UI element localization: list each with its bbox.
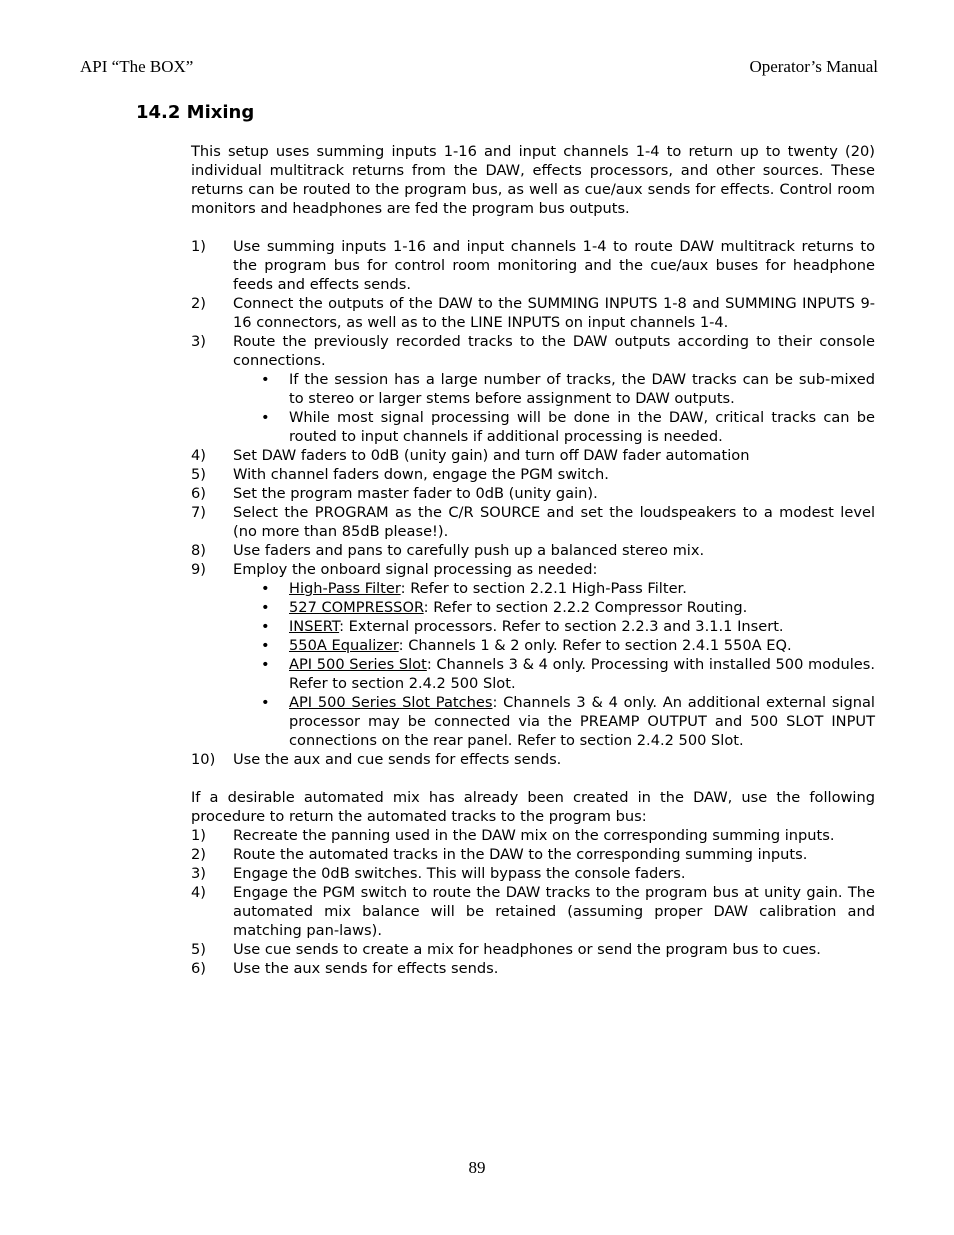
bullet-text: : Refer to section 2.2.1 High-Pass Filter.	[400, 580, 687, 597]
step-text: Recreate the panning used in the DAW mix on the corresponding summing inputs.	[233, 827, 835, 844]
bullet-icon: •	[261, 580, 270, 597]
step-number: 8)	[191, 542, 206, 559]
bullet-item	[191, 636, 875, 655]
section-reference-link: API 500 Series Slot Patches	[289, 694, 493, 711]
step-number: 2)	[191, 846, 206, 863]
bullet-text: : Channels 1 & 2 only. Refer to section 2.4.1 550A EQ.	[398, 637, 792, 654]
step-text: With channel faders down, engage the PGM switch.	[233, 466, 609, 483]
bullet-icon: •	[261, 599, 270, 616]
step-number: 6)	[191, 485, 206, 502]
list-item	[191, 864, 875, 883]
step-text: Use the aux and cue sends for effects sends.	[233, 751, 562, 768]
bullet-item	[191, 617, 875, 636]
step-text: Route the previously recorded tracks to the DAW outputs according to their console connections.	[233, 333, 875, 369]
bullet-item	[191, 598, 875, 617]
bullet-item	[191, 370, 875, 408]
step-number: 7)	[191, 504, 206, 521]
step-number: 4)	[191, 447, 206, 464]
section-title: 14.2 Mixing	[136, 102, 255, 123]
bullet-item	[191, 408, 875, 446]
running-header-manual: Operator’s Manual	[749, 57, 878, 76]
list-item	[191, 465, 875, 484]
list-item	[191, 294, 875, 332]
step-text: Engage the 0dB switches. This will bypass the console faders.	[233, 865, 686, 882]
section-reference-link: 527 COMPRESSOR	[289, 599, 424, 616]
bullet-icon: •	[261, 637, 270, 654]
bullet-text: : External processors. Refer to section 2.2.3 and 3.1.1 Insert.	[339, 618, 784, 635]
section-reference-link: 550A Equalizer	[289, 637, 399, 654]
page-number: 89	[468, 1158, 486, 1177]
step-number: 9)	[191, 561, 206, 578]
running-header-title: API “The BOX”	[80, 57, 194, 76]
list-item	[191, 560, 875, 579]
list-item	[191, 750, 875, 769]
bullet-text: If the session has a large number of tracks, the DAW tracks can be sub-mixed to stereo or larger stems before assignment to DAW outputs.	[289, 371, 875, 407]
step-number: 4)	[191, 884, 206, 901]
bullet-icon: •	[261, 409, 270, 426]
step-number: 10)	[191, 751, 216, 768]
step-text: Use cue sends to create a mix for headphones or send the program bus to cues.	[233, 941, 821, 958]
step-text: Connect the outputs of the DAW to the SUMMING INPUTS 1-8 and SUMMING INPUTS 9-16 connectors, as well as to the LINE INPUTS on input channels 1-4.	[233, 295, 875, 331]
step-text: Set DAW faders to 0dB (unity gain) and turn off DAW fader automation	[233, 447, 750, 464]
list-item	[191, 332, 875, 370]
step-number: 1)	[191, 238, 206, 255]
bullet-text: : Channels 3 & 4 only. Processing with installed 500 modules. Refer to section 2.4.2 500 Slot.	[289, 656, 875, 692]
bullet-text: : Refer to section 2.2.2 Compressor Routing.	[423, 599, 748, 616]
step-number: 3)	[191, 333, 206, 350]
bullet-text: : Channels 3 & 4 only. An additional external signal processor may be connected via the PREAMP OUTPUT and 500 SLOT INPUT connections on the rear panel. Refer to section 2.4.2 500 Slot.	[289, 694, 875, 749]
step-text: Employ the onboard signal processing as needed:	[233, 561, 598, 578]
list-item	[191, 826, 875, 845]
step-text: Set the program master fader to 0dB (unity gain).	[233, 485, 598, 502]
step-text: Select the PROGRAM as the C/R SOURCE and set the loudspeakers to a modest level (no more than 85dB please!).	[233, 504, 875, 540]
bullet-item	[191, 579, 875, 598]
list-item	[191, 845, 875, 864]
step-number: 2)	[191, 295, 206, 312]
list-item	[191, 883, 875, 940]
step-text: Use faders and pans to carefully push up a balanced stereo mix.	[233, 542, 705, 559]
step-number: 5)	[191, 941, 206, 958]
step-text: Use the aux sends for effects sends.	[233, 960, 499, 977]
bullet-icon: •	[261, 656, 270, 673]
list-item	[191, 940, 875, 959]
section-body	[191, 142, 875, 978]
bullet-icon: •	[261, 618, 270, 635]
step-number: 5)	[191, 466, 206, 483]
automated-steps-list	[191, 826, 875, 978]
bullet-text: While most signal processing will be done in the DAW, critical tracks can be routed to input channels if additional processing is needed.	[289, 409, 875, 445]
bullet-icon: •	[261, 694, 270, 711]
intro-paragraph: This setup uses summing inputs 1-16 and input channels 1-4 to return up to twenty (20) individual multitrack returns from the DAW, effects processors, and other sources. These returns can be routed to the program bus, as well as cue/aux sends for effects. Control room monitors and headphones are fed the program bus outputs.	[191, 143, 875, 217]
bullet-item	[191, 693, 875, 750]
section-reference-link: API 500 Series Slot	[289, 656, 427, 673]
list-item	[191, 484, 875, 503]
bullet-icon: •	[261, 371, 270, 388]
list-item	[191, 541, 875, 560]
list-item	[191, 959, 875, 978]
step-text: Route the automated tracks in the DAW to the corresponding summing inputs.	[233, 846, 808, 863]
step-text: Engage the PGM switch to route the DAW tracks to the program bus at unity gain. The automated mix balance will be retained (assuming proper DAW calibration and matching pan-laws).	[233, 884, 875, 939]
list-item	[191, 503, 875, 541]
mixing-steps-list	[191, 237, 875, 769]
list-item	[191, 237, 875, 294]
bullet-item	[191, 655, 875, 693]
automated-mix-intro: If a desirable automated mix has already been created in the DAW, use the following procedure to return the automated tracks to the program bus:	[191, 789, 875, 825]
section-reference-link: INSERT	[289, 618, 340, 635]
step-number: 3)	[191, 865, 206, 882]
step-number: 6)	[191, 960, 206, 977]
list-item	[191, 446, 875, 465]
section-reference-link: High-Pass Filter	[289, 580, 401, 597]
step-text: Use summing inputs 1-16 and input channels 1-4 to route DAW multitrack returns to the program bus for control room monitoring and the cue/aux buses for headphone feeds and effects sends.	[233, 238, 875, 293]
step-number: 1)	[191, 827, 206, 844]
